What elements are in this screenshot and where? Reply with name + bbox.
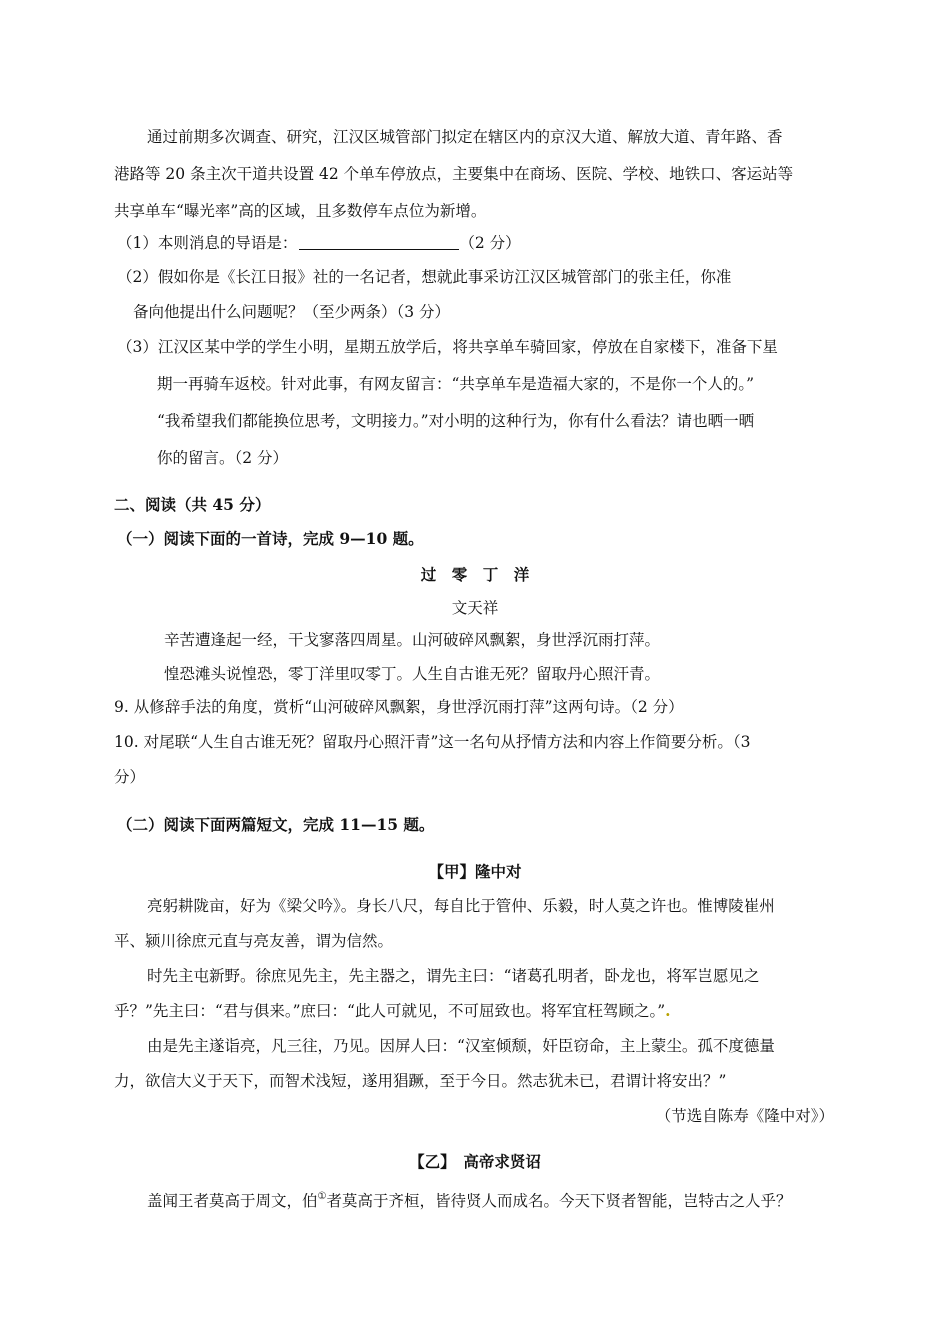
question-1-suffix: （2 分） bbox=[459, 234, 521, 252]
question-1-prefix: （1）本则消息的导语是： bbox=[117, 234, 298, 252]
section-2-sub-1: （一）阅读下面的一首诗，完成 9—10 题。 bbox=[117, 529, 424, 548]
question-3-line-3: “我希望我们都能换位思考，文明接力。”对小明的这种行为，你有什么看法？请也晒一晒 bbox=[157, 412, 755, 430]
question-3-line-2: 期一再骑车返校。针对此事，有网友留言：“共享单车是造福大家的，不是你一个人的。” bbox=[157, 375, 755, 393]
poem-title: 过 零 丁 洋 bbox=[420, 565, 530, 584]
text-a-p2-line-2 bbox=[114, 1001, 671, 1021]
text-a-p1-line-2: 平、颍川徐庶元直与亮友善，谓为信然。 bbox=[114, 932, 394, 950]
question-3-line-1: （3）江汉区某中学的学生小明，星期五放学后，将共享单车骑回家，停放在自家楼下，准备下星 bbox=[117, 338, 778, 356]
text-a-p1-line-1: 亮躬耕陇亩，好为《梁父吟》。身长八尺，每自比于管仲、乐毅，时人莫之许也。惟博陵崔州 bbox=[147, 897, 775, 915]
question-3-line-4: 你的留言。（2 分） bbox=[157, 449, 289, 467]
question-9: 9. 从修辞手法的角度，赏析“山河破碎风飘絮，身世浮沉雨打萍”这两句诗。（2 分） bbox=[114, 698, 684, 716]
text-b-line-1-b: 者莫高于齐桓，皆待贤人而成名。今天下贤者智能，岂特古之人乎？ bbox=[326, 1192, 792, 1210]
news-passage-line-1: 通过前期多次调查、研究，江汉区城管部门拟定在辖区内的京汉大道、解放大道、青年路、香 bbox=[147, 128, 783, 146]
news-passage-line-3: 共享单车“曝光率”高的区域，且多数停车点位为新增。 bbox=[114, 202, 487, 220]
question-2-line-2: 备向他提出什么问题呢？（至少两条）（3 分） bbox=[133, 303, 451, 321]
poem-line-2: 惶恐滩头说惶恐，零丁洋里叹零丁。人生自古谁无死？留取丹心照汗青。 bbox=[164, 665, 661, 683]
question-1 bbox=[117, 233, 521, 253]
footnote-marker: ① bbox=[317, 1191, 327, 1202]
question-2-line-1: （2）假如你是《长江日报》社的一名记者，想就此事采访江汉区城管部门的张主任，你准 bbox=[117, 268, 732, 286]
question-10-line-2: 分） bbox=[114, 768, 146, 786]
news-passage-line-2: 港路等 20 条主次干道共设置 42 个单车停放点，主要集中在商场、医院、学校、地铁口、客运站等 bbox=[114, 165, 794, 183]
text-b-title: 【乙】 高帝求贤诏 bbox=[409, 1152, 541, 1171]
text-b-line-1 bbox=[147, 1187, 792, 1211]
text-a-p3-line-2: 力，欲信大义于天下，而智术浅短，遂用猖蹶，至于今日。然志犹未已，君谓计将安出？” bbox=[114, 1072, 727, 1090]
poem-line-1: 辛苦遭逢起一经，干戈寥落四周星。山河破碎风飘絮，身世浮沉雨打萍。 bbox=[164, 631, 661, 649]
text-a-source: （节选自陈寿《隆中对》） bbox=[655, 1107, 834, 1125]
trailing-mark: . bbox=[665, 1001, 671, 1020]
text-b-line-1-a: 盖闻王者莫高于周文，伯 bbox=[147, 1192, 318, 1210]
section-2-heading: 二、阅读（共 45 分） bbox=[114, 495, 271, 514]
text-a-p2-line-1: 时先主屯新野。徐庶见先主，先主器之，谓先主曰：“诸葛孔明者，卧龙也，将军岂愿见之 bbox=[147, 967, 760, 985]
text-a-p2-line-2-text: 乎？”先主曰：“君与俱来。”庶曰：“此人可就见，不可屈致也。将军宜枉驾顾之。” bbox=[114, 1002, 666, 1020]
section-2-sub-2: （二）阅读下面两篇短文，完成 11—15 题。 bbox=[117, 815, 435, 834]
question-10-line-1: 10. 对尾联“人生自古谁无死？留取丹心照汗青”这一名句从抒情方法和内容上作简要分析。（3 bbox=[114, 733, 751, 751]
text-a-title: 【甲】隆中对 bbox=[428, 862, 522, 881]
poem-author: 文天祥 bbox=[451, 599, 499, 617]
text-a-p3-line-1: 由是先主遂诣亮，凡三往，乃见。因屏人曰：“汉室倾颓，奸臣窃命，主上蒙尘。孤不度德量 bbox=[147, 1037, 775, 1055]
answer-blank[interactable] bbox=[299, 235, 459, 250]
